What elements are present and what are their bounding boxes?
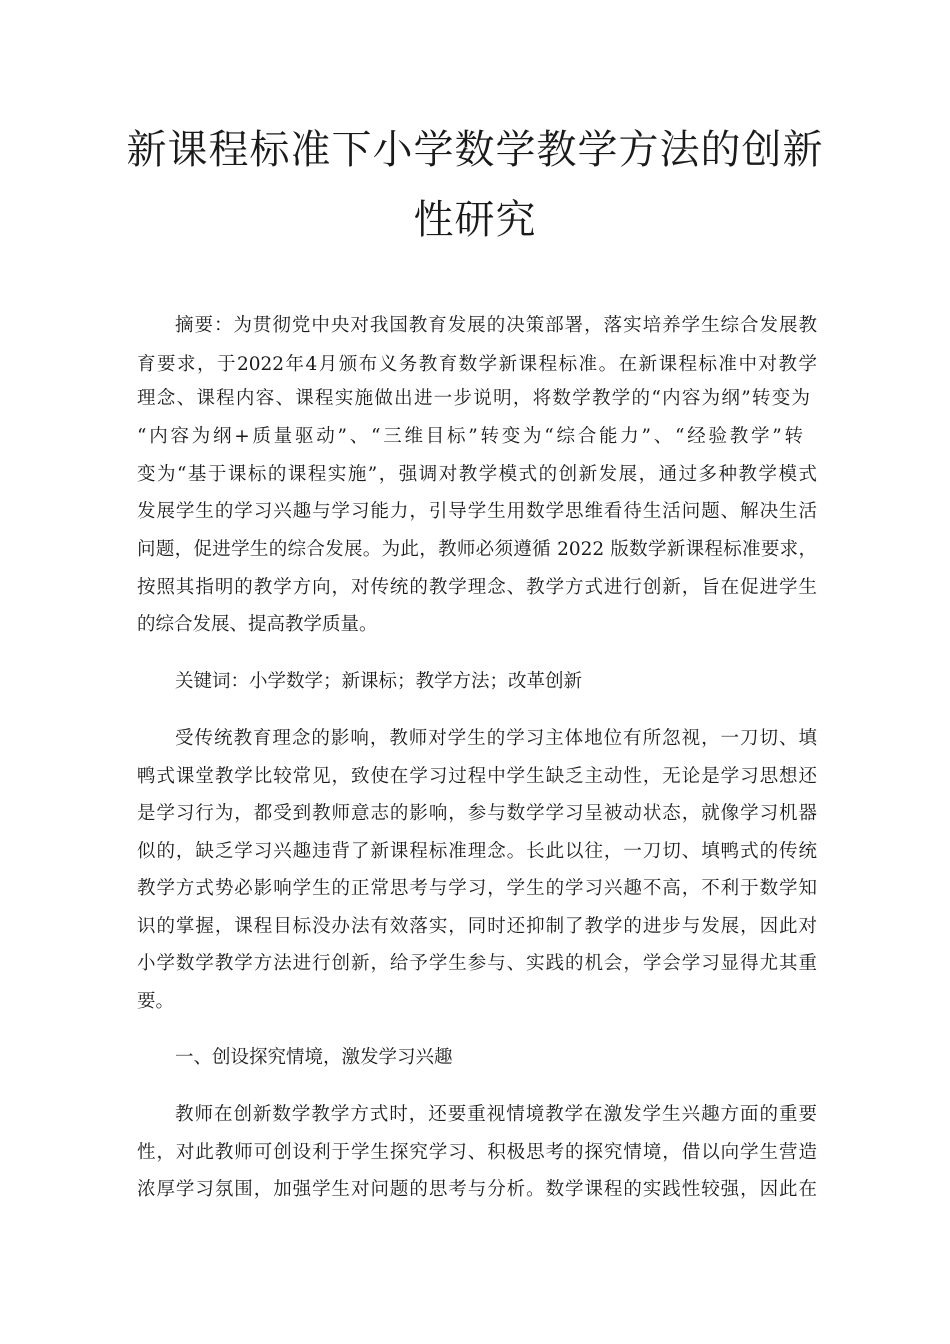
abstract-line: 的综合发展、提高教学质量。 xyxy=(137,614,378,635)
keywords: 关键词：小学数学；新课标；教学方法；改革创新 xyxy=(175,671,583,692)
abstract-line: 变为“基于课标的课程实施”，强调对教学模式的创新发展，通过多种教学模式 xyxy=(137,464,817,485)
body-line: 识的掌握，课程目标没办法有效落实，同时还抑制了教学的进步与发展，因此对 xyxy=(137,916,817,937)
abstract-line: 问题，促进学生的综合发展。为此，教师必须遵循 2022 版数学新课程标准要求， xyxy=(137,539,817,560)
body-line: 似的，缺乏学习兴趣违背了新课程标准理念。长此以往，一刀切、填鸭式的传统 xyxy=(137,841,817,862)
body-line: 浓厚学习氛围，加强学生对问题的思考与分析。数学课程的实践性较强，因此在 xyxy=(137,1179,817,1200)
abstract-line: 摘要：为贯彻党中央对我国教育发展的决策部署，落实培养学生综合发展教 xyxy=(175,315,817,336)
document-title-line-1: 新课程标准下小学数学教学方法的创新 xyxy=(126,127,824,173)
body-line: 受传统教育理念的影响，教师对学生的学习主体地位有所忽视，一刀切、填 xyxy=(175,728,817,749)
abstract-line: “内容为纲+质量驱动”、“三维目标”转变为“综合能力”、“经验教学”转 xyxy=(137,426,803,447)
section-heading: 一、创设探究情境，激发学习兴趣 xyxy=(175,1047,453,1068)
body-line: 教学方式势必影响学生的正常思考与学习，学生的学习兴趣不高，不利于数学知 xyxy=(137,878,817,899)
body-line: 鸭式课堂教学比较常见，致使在学习过程中学生缺乏主动性，无论是学习思想还 xyxy=(137,766,817,787)
abstract-line: 发展学生的学习兴趣与学习能力，引导学生用数学思维看待生活问题、解决生活 xyxy=(137,501,817,522)
body-line: 小学数学教学方法进行创新，给予学生参与、实践的机会，学会学习显得尤其重 xyxy=(137,953,817,974)
document-title-line-2: 性研究 xyxy=(413,197,537,243)
abstract-line: 按照其指明的教学方向，对传统的教学理念、教学方式进行创新，旨在促进学生 xyxy=(137,577,817,598)
body-line: 教师在创新数学教学方式时，还要重视情境教学在激发学生兴趣方面的重要 xyxy=(175,1104,817,1125)
abstract-line: 育要求，于2022年4月颁布义务教育数学新课程标准。在新课程标准中对教学 xyxy=(137,354,817,375)
body-line: 是学习行为，都受到教师意志的影响，参与数学学习呈被动状态，就像学习机器 xyxy=(137,803,817,824)
abstract-line: 理念、课程内容、课程实施做出进一步说明，将数学教学的“内容为纲”转变为 xyxy=(137,388,810,409)
body-line: 性，对此教师可创设利于学生探究学习、积极思考的探究情境，借以向学生营造 xyxy=(137,1142,817,1163)
body-line: 要。 xyxy=(137,991,175,1012)
